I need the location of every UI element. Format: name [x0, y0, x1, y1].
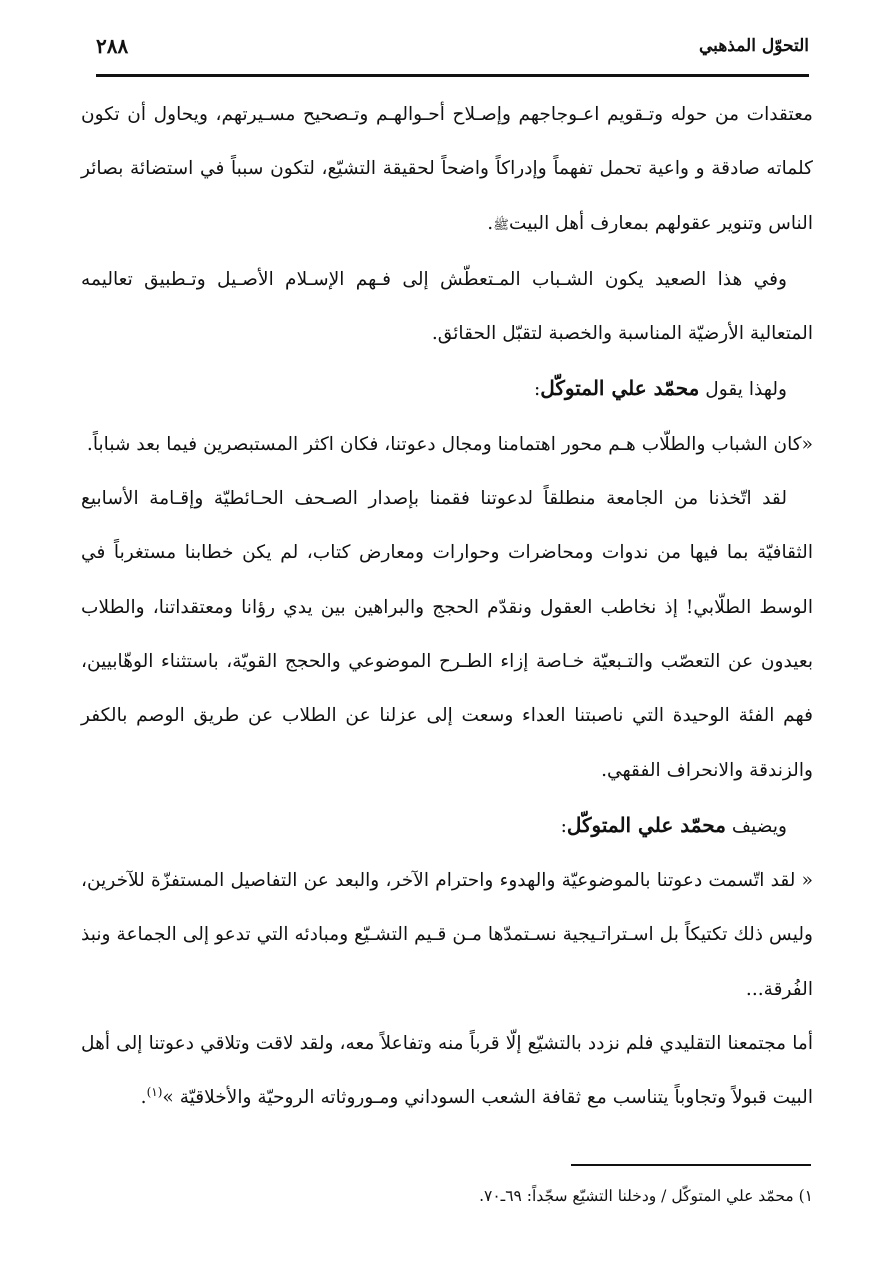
footnote-reference[interactable]: (١) [146, 1085, 163, 1100]
paragraph-6-end: : [560, 815, 567, 837]
body-text [81, 88, 813, 1126]
paragraph-6-lead: ويضيف [725, 815, 787, 837]
paragraph-1-end: . [487, 212, 494, 234]
author-name-2: محمّد علي المتوكّل [566, 812, 726, 837]
paragraph-3-lead: ولهذا يقول [699, 379, 787, 401]
paragraph-2: وفي هذا الصعيد يكون الشـباب المـتعطّش إلى فـهم الإسـلام الأصـيل وتـطبيق تعاليمه المتعالية الأرضيّة المناسبة والخصبة لتقبّل الحقائق. [81, 268, 813, 345]
paragraph-1-text: معتقدات من حوله وتـقويم اعـوجاجهم وإصـلاح أحـوالهـم وتـصحيح مسـيرتهم، ويحاول أن تكون كلماته صادقة و واعية تحمل تفهماً وإدراكاً واضحاً لحقيقة التشيّع، لتكون سبباً في استضائة بصائر الناس وتنوير عقولهم بمعارف أهل البيت [81, 104, 813, 234]
page-number: ٢٨٨ [96, 34, 129, 58]
paragraph-8-text: أما مجتمعنا التقليدي فلم نزدد بالتشيّع إلّا قرباً منه وتفاعلاً معه، ولقد لاقت وتلاقي دعوتنا إلى أهل البيت قبولاً وتجاوباً يتناسب مع ثقافة الشعب السوداني ومـوروثاته الروحيّة والأخلاقيّة » [81, 1033, 813, 1109]
quote-paragraph-2: « لقد اتّسمت دعوتنا بالموضوعيّة والهدوء واحترام الآخر، والبعد عن التفاصيل المستفزّة للآخرين، وليس ذلك تكتيكاً بل اسـتراتـيجية نسـتمدّها مـن قـيم التشـيّع ومبادئه التي تدعو إلى الجماعة ونبذ الفُرقة... [81, 870, 813, 1000]
running-title: التحوّل المذهبي [699, 36, 809, 56]
footnote-divider [571, 1164, 811, 1166]
paragraph-5: لقد اتّخذنا من الجامعة منطلقاً لدعوتنا فقمنا بإصدار الصـحف الحـائطيّة وإقـامة الأسابيع الثقافيّة بما فيها من ندوات ومحاضرات وحوارات ومعارض كتاب، لم يكن خطابنا مستغرباً في الوسط الطلّابي! إذ نخاطب العقول ونقدّم الحجج والبراهين بين يدي رؤانا ومعتقداتنا، والطلاب بعيدون عن التعصّب والتـبعيّة خـاصة إزاء الطـرح الموضوعي والحجج القويّة، باستثناء الوهّابيين، فهم الفئة الوحيدة التي ناصبتنا العداء وسعت إلى عزلنا عن الطلاب عن طريق الوصم بالكفر والزندقة والانحراف الفقهي. [81, 488, 813, 781]
paragraph-8-end: . [140, 1087, 147, 1109]
paragraph-6 [81, 798, 813, 854]
paragraph-1 [81, 88, 813, 253]
quote-paragraph-1: «كان الشباب والطلّاب هـم محور اهتمامنا ومجال دعوتنا، فكان اكثر المستبصرين فيما بعد شباباً. [86, 433, 813, 455]
paragraph-3-end: : [533, 379, 541, 401]
honorific-symbol: ﷺ [493, 217, 509, 233]
author-name: محمّد علي المتوكّل [540, 376, 700, 401]
paragraph-8 [81, 1017, 813, 1126]
footnote: ١) محمّد علي المتوكّل / ودخلنا التشيّع سجّداً: ٦٩ـ٧٠. [479, 1187, 813, 1205]
page-header [96, 34, 809, 77]
paragraph-3 [81, 361, 813, 417]
